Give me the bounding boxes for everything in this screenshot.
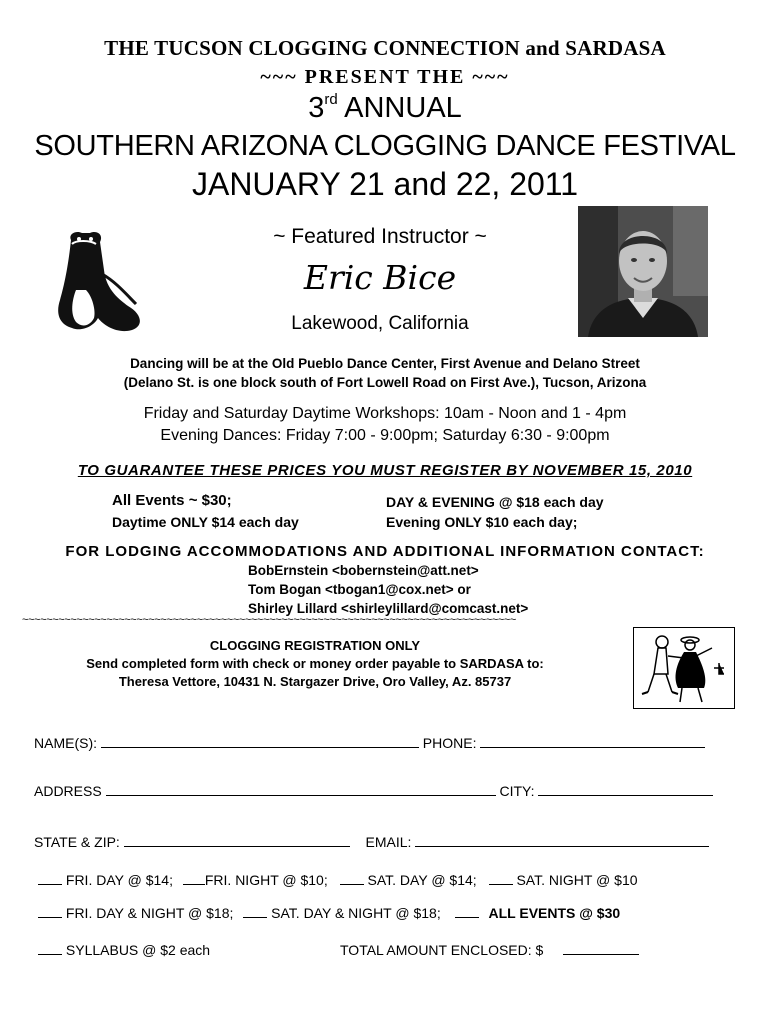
instructor-location: Lakewood, California bbox=[291, 313, 469, 334]
all-events-blank[interactable] bbox=[455, 905, 479, 918]
venue-line-2: (Delano St. is one block south of Fort Lowell Road on First Ave.), Tucson, Arizona bbox=[123, 375, 647, 390]
city-field[interactable] bbox=[538, 783, 713, 796]
festival-title: SOUTHERN ARIZONA CLOGGING DANCE FESTIVAL bbox=[34, 130, 736, 162]
clog-shoe-icon bbox=[46, 230, 148, 334]
statezip-label: STATE & ZIP: bbox=[34, 834, 120, 850]
instructor-photo bbox=[578, 206, 708, 337]
fri-night-blank[interactable] bbox=[183, 872, 205, 885]
city-label: CITY: bbox=[499, 783, 535, 799]
price-day-evening: DAY & EVENING @ $18 each day bbox=[386, 494, 604, 510]
tilde-divider: ~~~~~~~~~~~~~~~~~~~~~~~~~~~~~~~~~~~~~~~~~~~~~~~~~~~~~~~~~~~~~~~~~~~~~~~~~~~~~~~~~~ bbox=[22, 614, 516, 626]
present-line: ~~~ PRESENT THE ~~~ bbox=[260, 66, 510, 88]
all-events-option: ALL EVENTS @ $30 bbox=[488, 905, 621, 921]
phone-field[interactable] bbox=[480, 735, 705, 748]
options-row-1 bbox=[38, 872, 638, 888]
contact-bob: BobErnstein <bobernstein@att.net> bbox=[248, 563, 479, 578]
annual-heading bbox=[0, 92, 770, 125]
total-amount-field[interactable] bbox=[563, 942, 639, 955]
festival-dates: JANUARY 21 and 22, 2011 bbox=[191, 166, 579, 202]
names-row bbox=[34, 735, 705, 751]
annual-number: 3 bbox=[308, 92, 325, 124]
fri-day-option: FRI. DAY @ $14; bbox=[65, 872, 173, 888]
address-field[interactable] bbox=[106, 783, 496, 796]
statezip-row bbox=[34, 834, 709, 850]
venue-line-1: Dancing will be at the Old Pueblo Dance Center, First Avenue and Delano Street bbox=[130, 356, 640, 371]
fri-night-option: FRI. NIGHT @ $10; bbox=[204, 872, 328, 888]
syllabus-option: SYLLABUS @ $2 each bbox=[65, 942, 211, 958]
email-field[interactable] bbox=[415, 834, 709, 847]
address-label: ADDRESS bbox=[34, 783, 102, 799]
names-label: NAME(S): bbox=[34, 735, 97, 751]
price-all-events: All Events ~ $30; bbox=[112, 492, 232, 509]
total-row bbox=[340, 942, 639, 958]
form-title: CLOGGING REGISTRATION ONLY bbox=[209, 638, 421, 653]
sat-day-night-blank[interactable] bbox=[243, 905, 267, 918]
workshop-schedule: Friday and Saturday Daytime Workshops: 10am - Noon and 1 - 4pm bbox=[143, 405, 627, 422]
annual-ordinal: rd bbox=[324, 91, 338, 108]
statezip-field[interactable] bbox=[124, 834, 350, 847]
lodging-heading: FOR LODGING ACCOMMODATIONS AND ADDITIONAL INFORMATION CONTACT: bbox=[65, 543, 705, 560]
total-label: TOTAL AMOUNT ENCLOSED: $ bbox=[340, 942, 544, 958]
email-label: EMAIL: bbox=[365, 834, 412, 850]
options-row-3 bbox=[38, 942, 210, 958]
phone-label: PHONE: bbox=[422, 735, 477, 751]
sat-night-option: SAT. NIGHT @ $10 bbox=[516, 872, 638, 888]
annual-word: ANNUAL bbox=[337, 92, 462, 124]
event-presenters: THE TUCSON CLOGGING CONNECTION and SARDASA bbox=[104, 36, 666, 60]
syllabus-blank[interactable] bbox=[38, 942, 62, 955]
instructor-name: Eric Bice bbox=[303, 258, 457, 297]
contact-tom: Tom Bogan <tbogan1@cox.net> or bbox=[248, 582, 471, 597]
options-row-2 bbox=[38, 905, 620, 921]
sat-day-blank[interactable] bbox=[340, 872, 364, 885]
fri-day-blank[interactable] bbox=[38, 872, 62, 885]
mailing-address: Theresa Vettore, 10431 N. Stargazer Drive, Oro Valley, Az. 85737 bbox=[118, 674, 512, 689]
price-daytime-only: Daytime ONLY $14 each day bbox=[112, 514, 299, 530]
address-row bbox=[34, 783, 713, 799]
fri-day-night-blank[interactable] bbox=[38, 905, 62, 918]
cloggers-illustration bbox=[633, 627, 735, 709]
registration-deadline: TO GUARANTEE THESE PRICES YOU MUST REGISTER BY NOVEMBER 15, 2010 bbox=[77, 462, 693, 479]
featured-instructor-label: ~ Featured Instructor ~ bbox=[273, 225, 487, 248]
contact-shirley: Shirley Lillard <shirleylillard@comcast.net> bbox=[248, 601, 529, 616]
fri-day-night-option: FRI. DAY & NIGHT @ $18; bbox=[65, 905, 234, 921]
sat-night-blank[interactable] bbox=[489, 872, 513, 885]
sat-day-option: SAT. DAY @ $14; bbox=[367, 872, 477, 888]
sat-day-night-option: SAT. DAY & NIGHT @ $18; bbox=[271, 905, 441, 921]
names-field[interactable] bbox=[101, 735, 419, 748]
evening-schedule: Evening Dances: Friday 7:00 - 9:00pm; Saturday 6:30 - 9:00pm bbox=[160, 427, 610, 444]
form-instructions: Send completed form with check or money order payable to SARDASA to: bbox=[86, 656, 544, 671]
price-evening-only: Evening ONLY $10 each day; bbox=[386, 514, 578, 530]
